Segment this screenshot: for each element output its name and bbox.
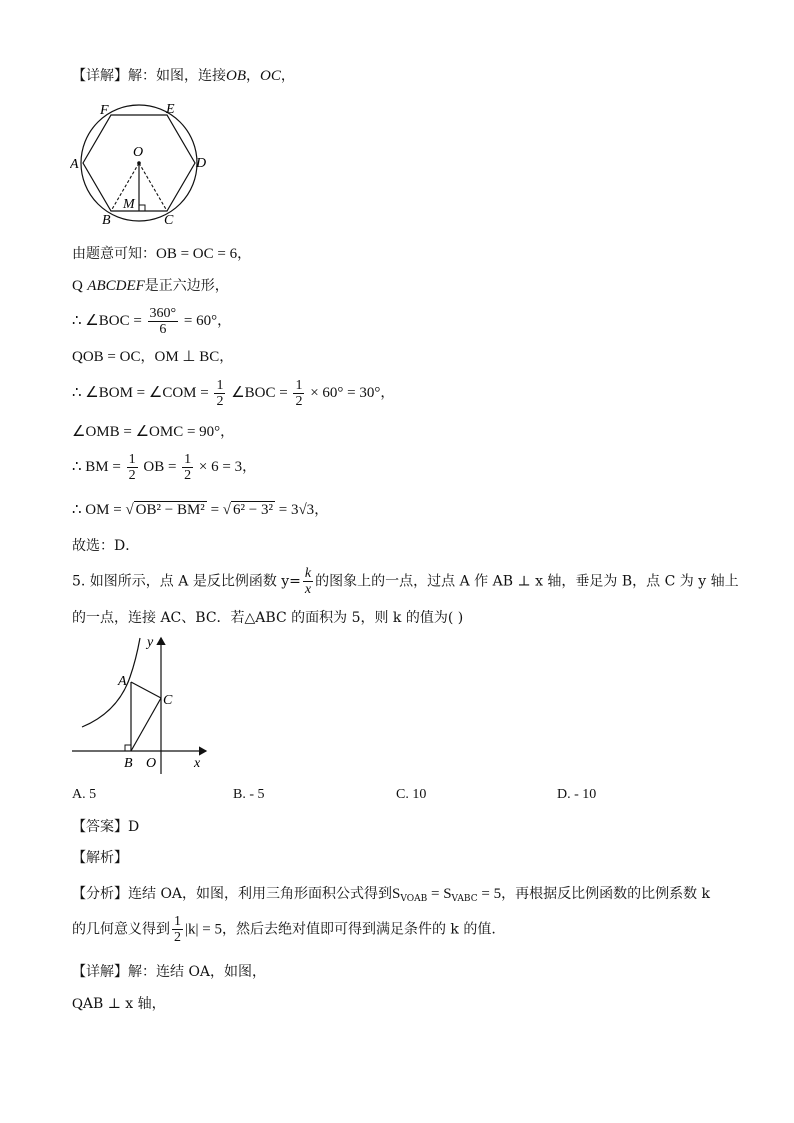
- step-given: 由题意可知：OB = OC = 6，: [72, 246, 252, 262]
- hyperbola-graph: [68, 634, 218, 774]
- question5-line2: 的一点，连接 AC、BC．若△ABC 的面积为 5，则 k 的值为( ): [72, 610, 464, 626]
- label-c: C: [164, 213, 174, 228]
- step-om: ∴ OM = √ OB² − BM² = √ 6² − 3² = 3√3，: [72, 502, 329, 518]
- fraction-half-a: $\frac{1}{2}$: [216, 378, 224, 410]
- option-d: D. - 10: [557, 787, 597, 802]
- label-b: B: [102, 213, 111, 228]
- label-x: x: [194, 756, 201, 771]
- label-b: B: [124, 756, 133, 771]
- option-b: B. - 5: [233, 787, 265, 802]
- fraction-half-b: $\frac{1}{2}$: [295, 378, 303, 410]
- fraction-half-e: $\frac{1}{2}$: [174, 914, 181, 945]
- answer-value: D: [128, 819, 140, 835]
- answer-line: [72, 817, 139, 837]
- step-angle-boc: ∴ ∠BOC = $\frac{360^\circ}{6}$ = 60°，: [72, 306, 232, 338]
- step-hexagon: Q ABCDEF是正六边形，: [72, 278, 229, 294]
- segment-ac: [131, 682, 161, 698]
- hexagon-figure: [70, 100, 220, 230]
- detail2-line: 【详解】解：连结 OA，如图，: [72, 964, 267, 980]
- question5-line1: 5. 如图所示，点 A 是反比例函数 y= $\frac{k}{x}$ 的图象上的一点，过点 A 作 AB ⊥ x 轴，垂足为 B，点 C 为 y 轴上: [72, 566, 739, 597]
- fraction-half-c: $\frac{1}{2}$: [128, 452, 136, 484]
- label-c: C: [163, 693, 173, 708]
- label-o: O: [133, 145, 144, 160]
- step-angle-bom: ∴ ∠BOM = ∠COM = $\frac{1}{2}$ ∠BOC = $\frac{1}{2}$ × 60° = 30°，: [72, 378, 395, 410]
- answer-tag: 【答案】: [72, 819, 128, 835]
- center-point: [137, 161, 141, 165]
- fraction-k-over-x: $\frac{k}{x}$: [304, 566, 312, 597]
- fraction-360-6: $\frac{360^\circ}{6}$: [149, 306, 177, 338]
- fraction-half-d: $\frac{1}{2}$: [184, 452, 192, 484]
- option-a: A. 5: [72, 787, 97, 802]
- sqrt-expr-2: 6² − 3²: [233, 502, 273, 518]
- segment-oc: [139, 163, 167, 211]
- step-right-angles: ∠OMB = ∠OMC = 90°，: [72, 424, 235, 440]
- detail-tag: 【详解】: [72, 68, 128, 84]
- step-bm: ∴ BM = $\frac{1}{2}$ OB = $\frac{1}{2}$ × 6 = 3，: [72, 452, 257, 484]
- option-c: C. 10: [396, 787, 427, 802]
- answer-choice-line: 故选：D．: [72, 538, 140, 554]
- label-d: D: [196, 156, 207, 171]
- analysis-line2: 的几何意义得到 $\frac{1}{2}$ |k| = 5，然后去绝对值即可得到满足条件的 k 的值.: [72, 914, 496, 945]
- analysis-tag: 【解析】: [72, 850, 128, 866]
- analysis-line1: 【分析】连结 OA，如图，利用三角形面积公式得到$S_{VOAB} = S_{VABC} = 5$，再根据反比例函数的比例系数 k: [72, 886, 711, 904]
- label-e: E: [166, 102, 175, 117]
- last-line: QAB ⊥ x 轴，: [72, 996, 166, 1012]
- sqrt-expr-1: OB² − BM²: [135, 502, 205, 518]
- detail-intro-line: 【详解】解：如图，连接OB，OC，: [72, 68, 295, 84]
- label-y: y: [147, 635, 154, 650]
- label-a: A: [118, 674, 127, 689]
- step-ob-oc: QOB = OC，OM ⊥ BC，: [72, 349, 234, 365]
- right-angle-mark: [139, 205, 145, 211]
- right-angle-mark-b: [125, 745, 131, 751]
- label-a: A: [70, 157, 79, 172]
- label-o: O: [146, 756, 157, 771]
- segment-bc: [131, 698, 161, 751]
- label-m: M: [123, 197, 135, 212]
- label-f: F: [100, 103, 109, 118]
